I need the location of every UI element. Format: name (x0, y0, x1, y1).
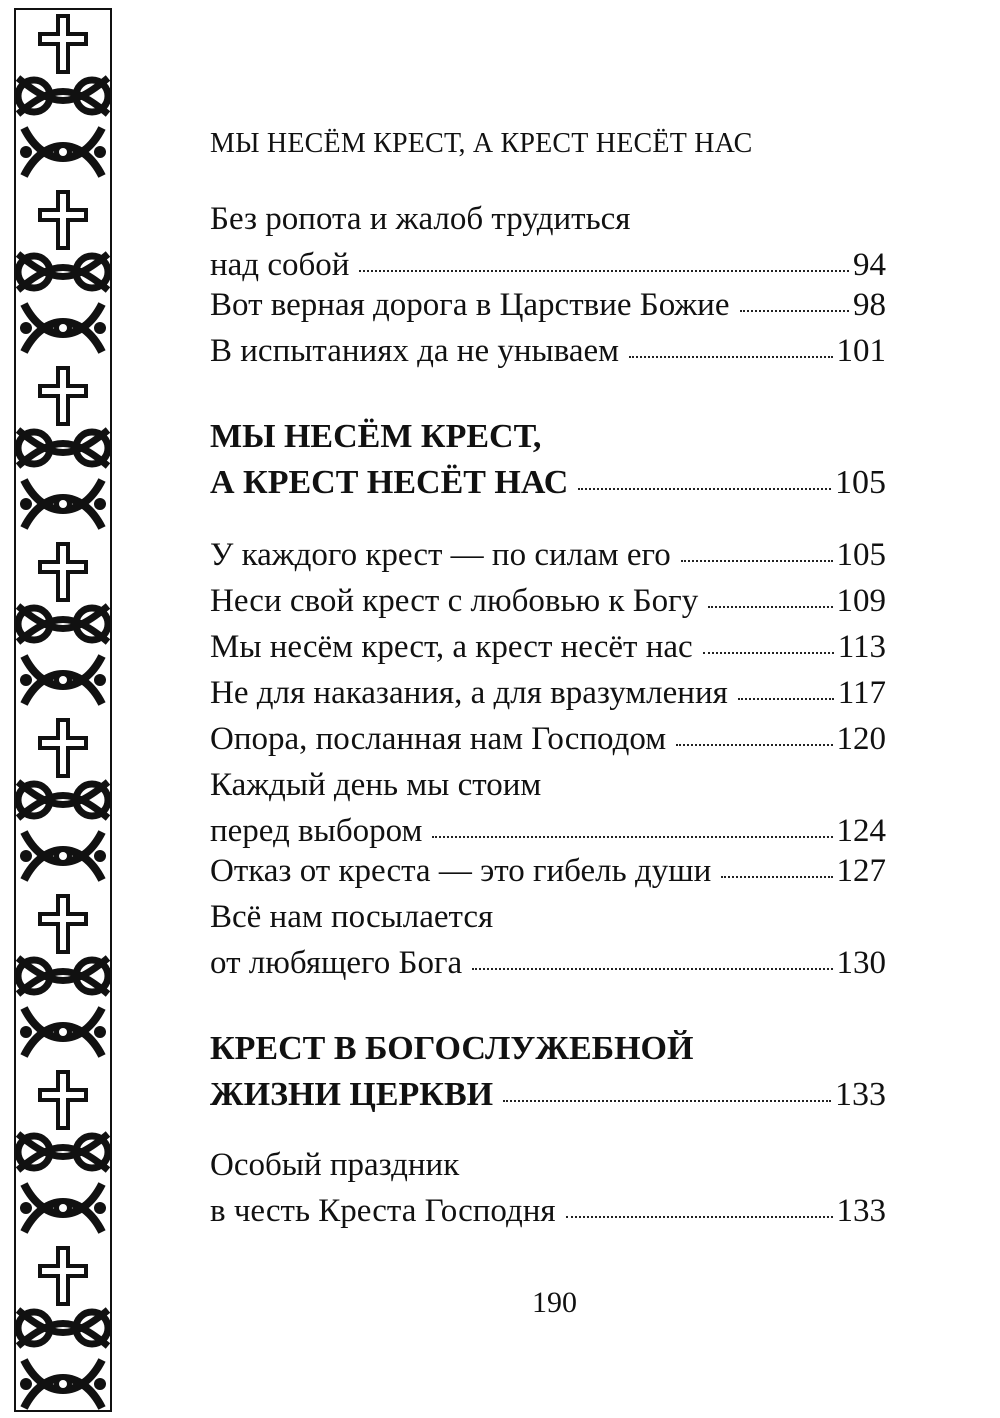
toc-entry-title: Отказ от креста — это гибель души (210, 853, 712, 889)
toc-entry-title: Опора, посланная нам Господом (210, 721, 667, 757)
dot-leader (681, 560, 833, 562)
toc-entry-title: Не для наказания, а для вразумления (210, 675, 728, 711)
toc-entry (210, 1142, 886, 1234)
toc-section-heading (210, 1026, 886, 1118)
toc-entry (210, 624, 886, 670)
dot-leader (359, 270, 849, 272)
running-header: МЫ НЕСЁМ КРЕСТ, А КРЕСТ НЕСЁТ НАС (210, 128, 753, 159)
toc-entry-title: У каждого крест — по силам его (210, 537, 671, 573)
toc-section-title: ЖИЗНИ ЦЕРКВИ (210, 1076, 494, 1113)
toc-entry (210, 282, 886, 328)
toc-entry (210, 196, 886, 288)
toc-page-number: 94 (853, 247, 886, 283)
toc-entry (210, 578, 886, 624)
page-number: 190 (532, 1286, 577, 1319)
dot-leader (578, 488, 831, 490)
toc-entry (210, 716, 886, 762)
toc-section-title: А КРЕСТ НЕСЁТ НАС (210, 464, 569, 501)
toc-page-number: 98 (853, 287, 886, 323)
toc-section-title: МЫ НЕСЁМ КРЕСТ, (210, 418, 542, 455)
toc-entry-title: Всё нам посылается (210, 899, 494, 935)
dot-leader (740, 310, 850, 312)
toc-page-number: 109 (836, 583, 886, 619)
toc-entry (210, 894, 886, 986)
dot-leader (503, 1100, 831, 1102)
toc-entry (210, 328, 886, 374)
toc-page-number: 105 (835, 464, 886, 501)
dot-leader (472, 968, 832, 970)
toc-entry-title: В испытаниях да не унываем (210, 333, 620, 369)
ornament-border-icon (14, 8, 112, 1412)
dot-leader (721, 876, 832, 878)
toc-page-number: 124 (836, 813, 886, 849)
toc-entry-title: от любящего Бога (210, 945, 463, 981)
toc-entry-title: Мы несём крест, а крест несёт нас (210, 629, 693, 665)
dot-leader (629, 356, 832, 358)
toc-entry (210, 762, 886, 854)
toc-entry-title: Без ропота и жалоб трудиться (210, 201, 631, 237)
toc-page-number: 133 (835, 1076, 886, 1113)
toc-page-number: 127 (836, 853, 886, 889)
toc-page-number: 120 (836, 721, 886, 757)
toc-entry-title: Особый праздник (210, 1147, 460, 1183)
toc-page-number: 113 (837, 629, 886, 665)
toc-entry-title: над собой (210, 247, 350, 283)
toc-entry-title: перед выбором (210, 813, 423, 849)
toc-section-title: КРЕСТ В БОГОСЛУЖЕБНОЙ (210, 1030, 694, 1067)
toc-entry-title: Каждый день мы стоим (210, 767, 542, 803)
dot-leader (738, 698, 834, 700)
dot-leader (566, 1216, 833, 1218)
toc-entry (210, 670, 886, 716)
toc-page-number: 105 (836, 537, 886, 573)
dot-leader (708, 606, 832, 608)
toc-entry-title: в честь Креста Господня (210, 1193, 556, 1229)
toc-entry-title: Неси свой крест с любовью к Богу (210, 583, 699, 619)
toc-entry (210, 848, 886, 894)
toc-page-number: 130 (836, 945, 886, 981)
toc-entry (210, 532, 886, 578)
dot-leader (432, 836, 832, 838)
toc-section-heading (210, 414, 886, 506)
dot-leader (703, 652, 834, 654)
toc-page-number: 101 (836, 333, 886, 369)
toc-page-number: 133 (836, 1193, 886, 1229)
dot-leader (676, 744, 832, 746)
toc-page-number: 117 (837, 675, 886, 711)
toc-entry-title: Вот верная дорога в Царствие Божие (210, 287, 730, 323)
